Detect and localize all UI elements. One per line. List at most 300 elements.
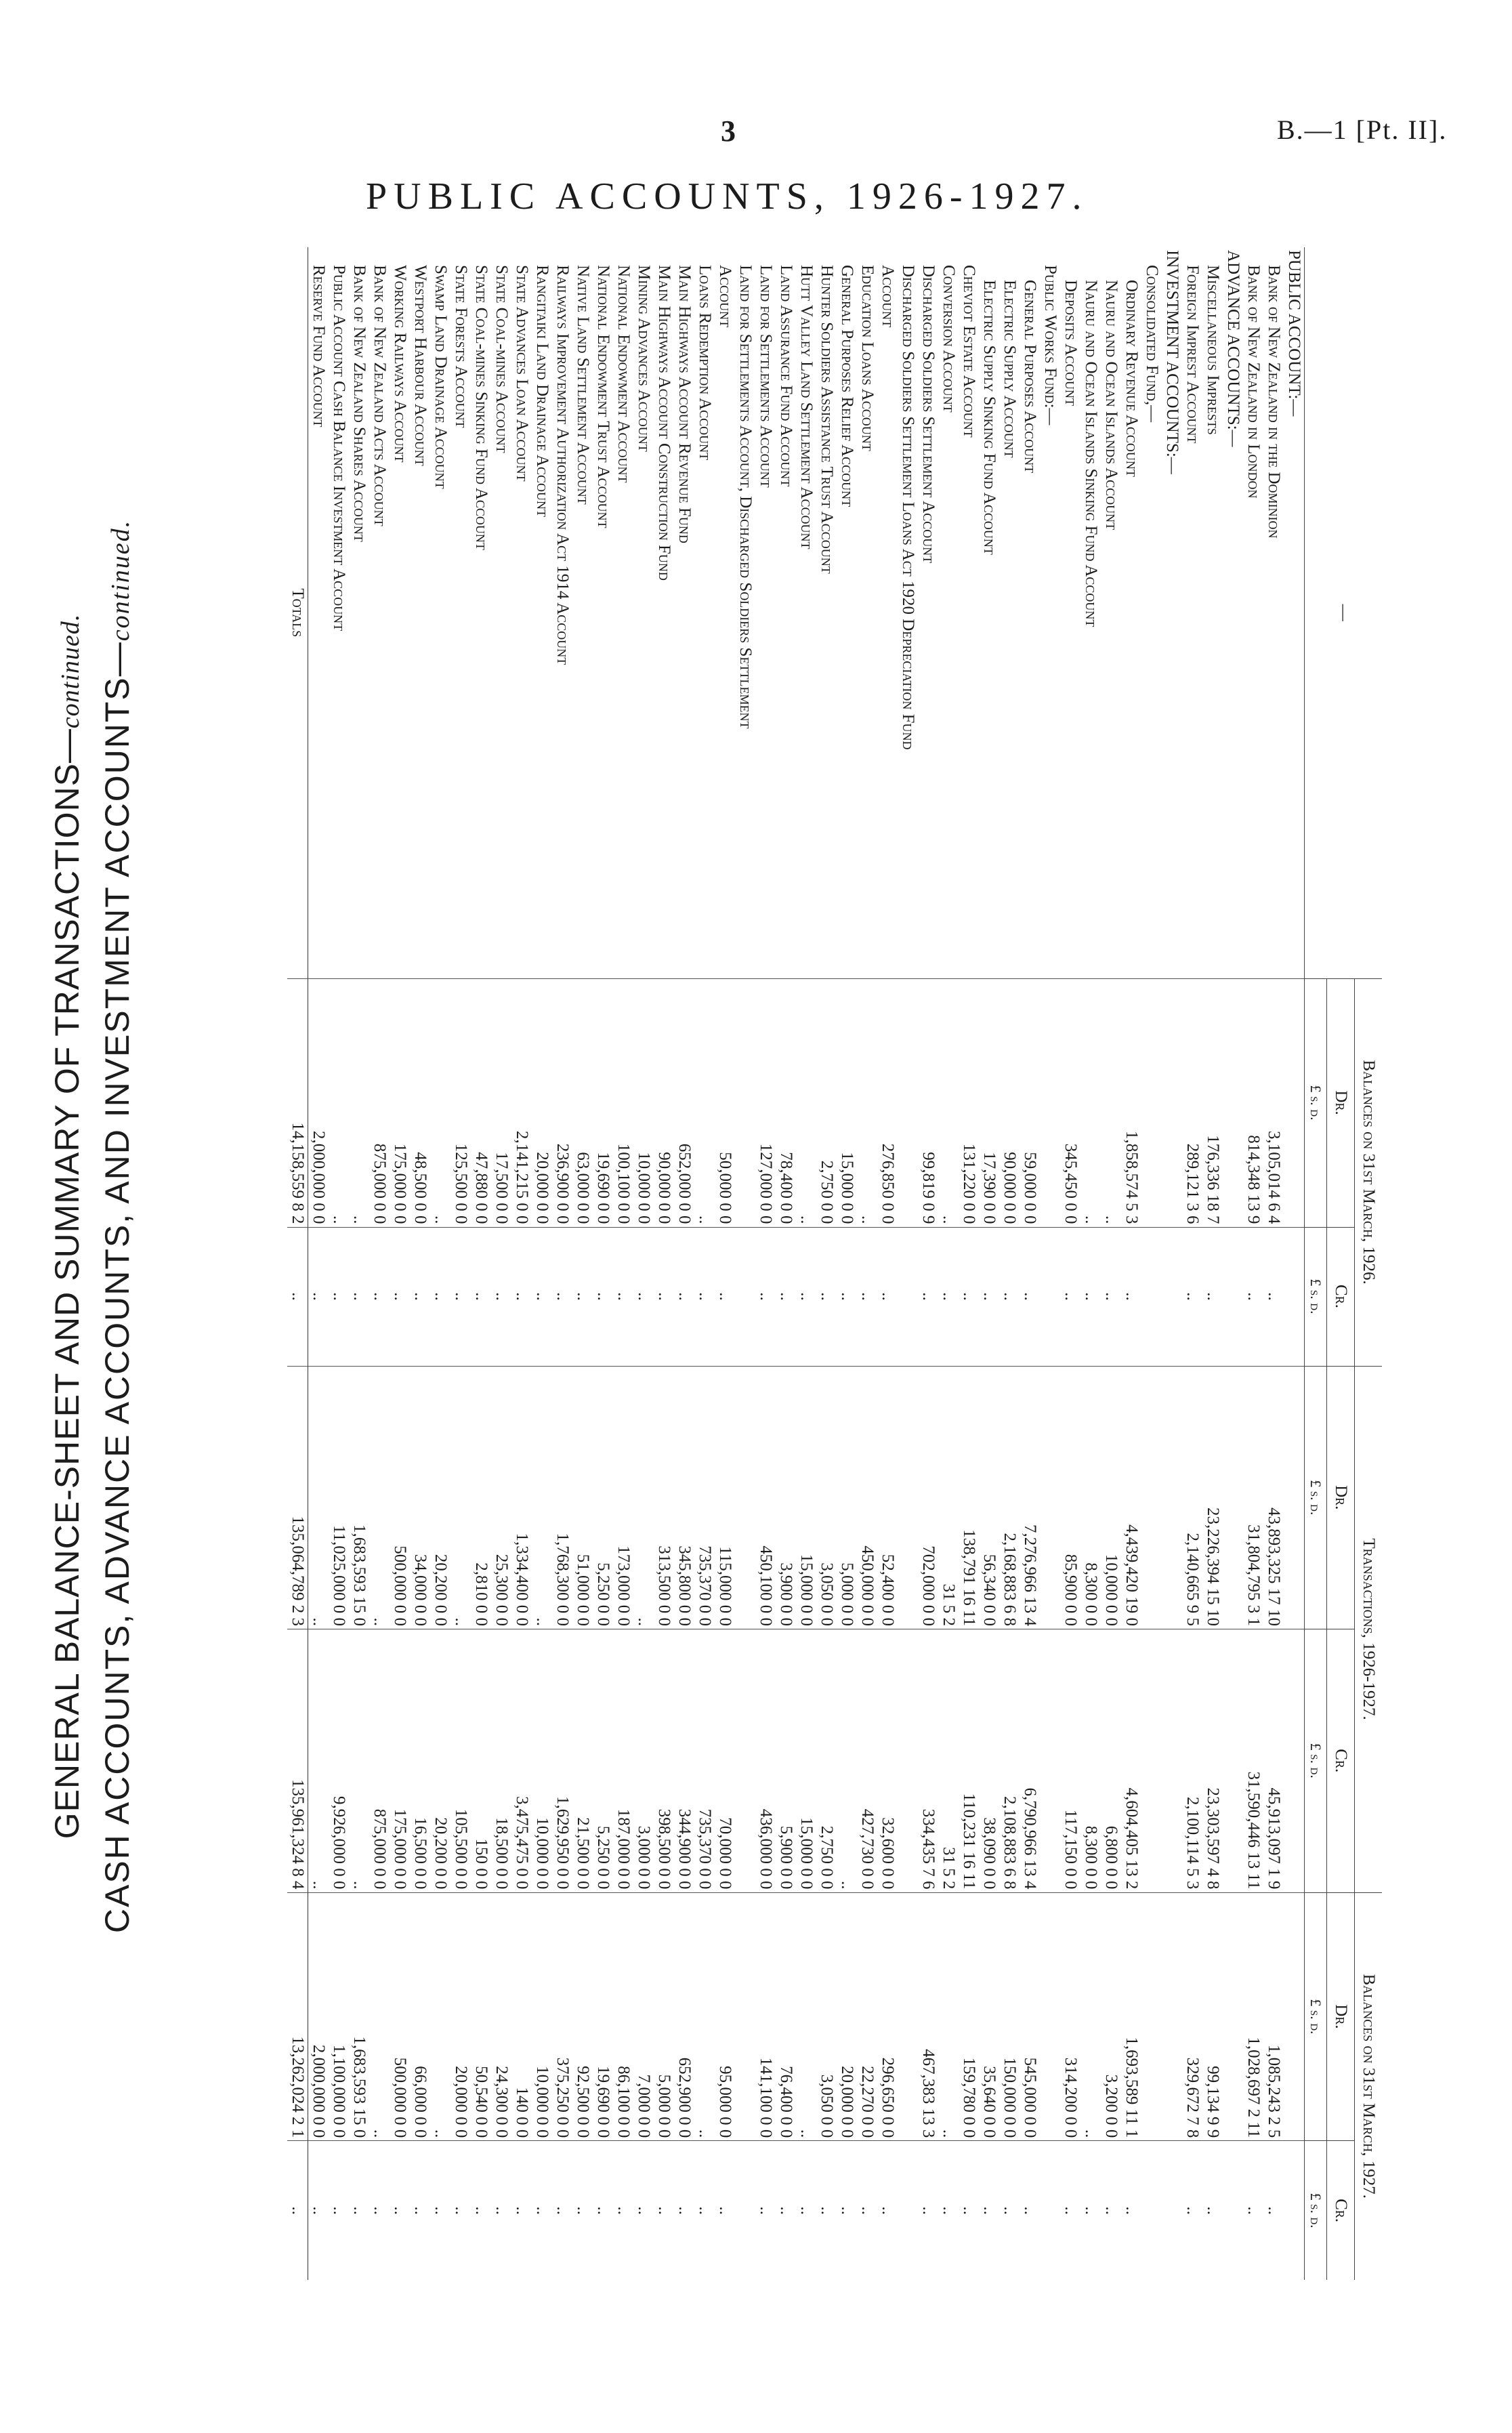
amount-b27dr: .. xyxy=(796,1892,816,2141)
amount-b27dr: 3,050 0 0 xyxy=(816,1892,837,2141)
amount-b26dr: 17,500 0 0 xyxy=(491,978,511,1227)
table-row xyxy=(1040,247,1060,2280)
amount-b26cr: .. xyxy=(999,1227,1020,1366)
amount-b27dr: 5,000 0 0 xyxy=(654,1892,674,2141)
amount-tcr: 21,500 0 0 xyxy=(572,1629,593,1892)
amount-b26dr: 345,450 0 0 xyxy=(1060,978,1080,1227)
amount-tcr: 15,000 0 0 xyxy=(796,1629,816,1892)
amount-tdr xyxy=(1223,1366,1243,1629)
amount-b27dr: 1,100,000 0 0 xyxy=(329,1892,349,2141)
table-row xyxy=(694,247,715,2280)
amount-tdr: 56,340 0 0 xyxy=(979,1366,999,1629)
account-label: Bank of New Zealand Acts Account xyxy=(371,265,389,526)
amount-tcr: 3,000 0 0 xyxy=(633,1629,654,1892)
account-label: Cheviot Estate Account xyxy=(960,265,978,438)
amount-b27dr: .. xyxy=(369,1892,390,2141)
amount-tcr: 45,913,097 1 9 xyxy=(1263,1629,1284,1892)
amount-b26dr xyxy=(1141,978,1162,1227)
amount-tdr: 10,000 0 0 xyxy=(1101,1366,1121,1629)
table-row xyxy=(450,247,471,2280)
table-row xyxy=(654,247,674,2280)
ledger-rotated-wrapper xyxy=(135,247,1382,2280)
account-label: Account xyxy=(879,265,897,328)
amount-b27cr: .. xyxy=(1182,2141,1202,2280)
amount-b26dr: 15,000 0 0 xyxy=(837,978,857,1227)
amount-b27dr xyxy=(1223,1892,1243,2141)
amount-tcr: 427,730 0 0 xyxy=(857,1629,877,1892)
amount-tdr: 25,300 0 0 xyxy=(491,1366,511,1629)
table-row xyxy=(837,247,857,2280)
amount-tdr xyxy=(898,1366,918,1629)
table-row xyxy=(633,247,654,2280)
amount-tcr: 2,750 0 0 xyxy=(816,1629,837,1892)
account-label: Mining Advances Account xyxy=(635,265,653,452)
amount-b26dr: 90,000 0 0 xyxy=(999,978,1020,1227)
amount-tcr xyxy=(735,1629,755,1892)
amount-b27cr: .. xyxy=(1020,2141,1040,2280)
amount-b26dr: 814,348 13 9 xyxy=(1243,978,1263,1227)
table-row xyxy=(1243,247,1263,2280)
account-label: State Forests Account xyxy=(452,265,470,428)
totals-row xyxy=(287,247,308,2280)
amount-tdr xyxy=(1284,1366,1305,1629)
account-label: Land for Settlements Account xyxy=(757,265,775,488)
amount-b26dr xyxy=(1162,978,1182,1227)
amount-b27cr: .. xyxy=(918,2141,938,2280)
amount-b26dr xyxy=(1040,978,1060,1227)
account-label: Bank of New Zealand Shares Account xyxy=(350,265,369,542)
amount-b26cr: .. xyxy=(1101,1227,1121,1366)
amount-b26dr: 10,000 0 0 xyxy=(633,978,654,1227)
amount-tdr: 450,100 0 0 xyxy=(755,1366,776,1629)
account-label: State Coal-mines Account xyxy=(492,265,511,453)
account-label: Nauru and Ocean Islands Account xyxy=(1102,280,1120,531)
amount-b26cr: .. xyxy=(1202,1227,1223,1366)
table-row xyxy=(877,247,898,2280)
table-row xyxy=(1101,247,1121,2280)
table-row xyxy=(959,247,979,2280)
amount-tcr: 18,500 0 0 xyxy=(491,1629,511,1892)
amount-b26cr: .. xyxy=(329,1227,349,1366)
table-row xyxy=(1263,247,1284,2280)
amount-tdr: 85,900 0 0 xyxy=(1060,1366,1080,1629)
amount-b26dr: .. xyxy=(349,978,369,1227)
amount-b26cr: .. xyxy=(1182,1227,1202,1366)
amount-b27dr: 10,000 0 0 xyxy=(532,1892,552,2141)
table-row xyxy=(308,247,329,2280)
amount-b27cr: .. xyxy=(877,2141,898,2280)
amount-b27dr: 500,000 0 0 xyxy=(390,1892,410,2141)
col-dr-1926: Dr. xyxy=(1327,978,1355,1227)
account-label: Bank of New Zealand in the Dominion xyxy=(1265,265,1283,539)
amount-b27cr: .. xyxy=(552,2141,572,2280)
amount-b26dr: 90,000 0 0 xyxy=(654,978,674,1227)
account-label: Hutt Valley Land Settlement Account xyxy=(797,265,816,549)
amount-tdr: 735,370 0 0 xyxy=(694,1366,715,1629)
amount-tdr: 450,000 0 0 xyxy=(857,1366,877,1629)
amount-b27dr: 375,250 0 0 xyxy=(552,1892,572,2141)
units-cr-1927: £ s. d. xyxy=(1305,2141,1327,2280)
account-label: Main Highways Account Construction Fund xyxy=(655,265,673,581)
amount-b27cr: .. xyxy=(1101,2141,1121,2280)
amount-b26dr xyxy=(898,978,918,1227)
amount-b27cr: .. xyxy=(776,2141,796,2280)
account-label: Electric Supply Sinking Fund Account xyxy=(980,280,999,555)
amount-tdr: .. xyxy=(369,1366,390,1629)
amount-b26cr: .. xyxy=(796,1227,816,1366)
account-label: General Purposes Relief Account xyxy=(838,265,856,507)
amount-b26cr: .. xyxy=(816,1227,837,1366)
amount-b27cr: .. xyxy=(999,2141,1020,2280)
amount-tcr: .. xyxy=(837,1629,857,1892)
table-row xyxy=(979,247,999,2280)
amount-b27cr: .. xyxy=(938,2141,959,2280)
amount-b26dr xyxy=(735,978,755,1227)
amount-tcr: 31 5 2 xyxy=(938,1629,959,1892)
total-tdr: 135,064,789 2 3 xyxy=(287,1366,308,1629)
table-row xyxy=(390,247,410,2280)
amount-b27cr: .. xyxy=(1080,2141,1101,2280)
amount-tdr: 43,893,325 17 10 xyxy=(1263,1366,1284,1629)
amount-tcr: 3,475,475 0 0 xyxy=(511,1629,532,1892)
amount-b27cr xyxy=(735,2141,755,2280)
amount-b27cr xyxy=(1040,2141,1060,2280)
amount-b26cr: .. xyxy=(450,1227,471,1366)
table-row xyxy=(572,247,593,2280)
amount-tdr: 23,226,394 15 10 xyxy=(1202,1366,1223,1629)
amount-b27dr: .. xyxy=(430,1892,450,2141)
amount-b27cr: .. xyxy=(674,2141,694,2280)
amount-b26cr: .. xyxy=(369,1227,390,1366)
account-label: Consolidated Fund,— xyxy=(1143,265,1161,423)
amount-b26dr: 99,819 0 9 xyxy=(918,978,938,1227)
amount-tdr: 2,810 0 0 xyxy=(471,1366,491,1629)
page-number: 3 xyxy=(721,115,736,148)
table-row xyxy=(329,247,349,2280)
amount-b27cr: .. xyxy=(593,2141,613,2280)
account-label: Westport Harbour Account xyxy=(411,265,429,466)
amount-tdr: 1,334,400 0 0 xyxy=(511,1366,532,1629)
amount-tcr: 436,000 0 0 xyxy=(755,1629,776,1892)
amount-b26dr: .. xyxy=(1080,978,1101,1227)
table-row xyxy=(552,247,572,2280)
amount-tcr: 2,100,114 5 3 xyxy=(1182,1629,1202,1892)
amount-b27dr: 19,690 0 0 xyxy=(593,1892,613,2141)
amount-tcr: 398,500 0 0 xyxy=(654,1629,674,1892)
amount-b27cr: .. xyxy=(755,2141,776,2280)
amount-b26cr: .. xyxy=(715,1227,735,1366)
amount-b26cr: .. xyxy=(593,1227,613,1366)
account-label: Discharged Soldiers Settlement Account xyxy=(919,265,938,564)
amount-b26cr: .. xyxy=(1060,1227,1080,1366)
amount-b26dr: .. xyxy=(430,978,450,1227)
table-row xyxy=(491,247,511,2280)
group-header-1927: Balances on 31st March, 1927. xyxy=(1355,1892,1383,2280)
amount-tdr: 702,000 0 0 xyxy=(918,1366,938,1629)
amount-b26dr: .. xyxy=(857,978,877,1227)
account-label: Hunter Soldiers Assistance Trust Account xyxy=(818,265,836,574)
amount-b26cr: .. xyxy=(837,1227,857,1366)
amount-b26dr: 236,900 0 0 xyxy=(552,978,572,1227)
amount-tdr: 2,168,883 6 8 xyxy=(999,1366,1020,1629)
account-label: Foreign Imprest Account xyxy=(1183,265,1202,444)
amount-tcr: 187,000 0 0 xyxy=(613,1629,633,1892)
main-heading-continued: continued. xyxy=(56,613,85,729)
amount-b26dr xyxy=(1284,978,1305,1227)
amount-b27cr: .. xyxy=(1060,2141,1080,2280)
amount-b27cr: .. xyxy=(857,2141,877,2280)
amount-tcr: 5,900 0 0 xyxy=(776,1629,796,1892)
table-row xyxy=(735,247,755,2280)
amount-b26cr: .. xyxy=(613,1227,633,1366)
amount-tdr: 2,140,665 9 5 xyxy=(1182,1366,1202,1629)
amount-b26dr: 3,105,014 6 4 xyxy=(1263,978,1284,1227)
amount-b27dr: 76,400 0 0 xyxy=(776,1892,796,2141)
amount-b26cr xyxy=(898,1227,918,1366)
amount-tcr: 38,090 0 0 xyxy=(979,1629,999,1892)
account-label: Conversion Account xyxy=(940,265,958,413)
account-label: National Endowment Trust Account xyxy=(594,265,612,528)
amount-b27dr: 24,300 0 0 xyxy=(491,1892,511,2141)
amount-tdr: 500,000 0 0 xyxy=(390,1366,410,1629)
amount-b26cr: .. xyxy=(511,1227,532,1366)
amount-tdr: 138,791 16 11 xyxy=(959,1366,979,1629)
amount-tcr: 8,300 0 0 xyxy=(1080,1629,1101,1892)
amount-b26dr: 176,336 18 7 xyxy=(1202,978,1223,1227)
amount-tdr: 3,900 0 0 xyxy=(776,1366,796,1629)
amount-b27cr xyxy=(898,2141,918,2280)
table-row xyxy=(1223,247,1243,2280)
table-row xyxy=(613,247,633,2280)
account-label: Land Assurance Fund Account xyxy=(777,265,795,487)
amount-b27dr: 545,000 0 0 xyxy=(1020,1892,1040,2141)
table-row xyxy=(1121,247,1141,2280)
amount-b27cr: .. xyxy=(308,2141,329,2280)
amount-b26dr: 19,690 0 0 xyxy=(593,978,613,1227)
account-label: Public Works Fund:— xyxy=(1041,265,1059,425)
amount-tcr: 344,900 0 0 xyxy=(674,1629,694,1892)
amount-b27dr: 66,000 0 0 xyxy=(410,1892,430,2141)
amount-b26cr: .. xyxy=(938,1227,959,1366)
table-row xyxy=(471,247,491,2280)
amount-b27cr: .. xyxy=(349,2141,369,2280)
table-row xyxy=(1162,247,1182,2280)
table-row xyxy=(430,247,450,2280)
amount-b26dr: 127,000 0 0 xyxy=(755,978,776,1227)
amount-b27cr: .. xyxy=(613,2141,633,2280)
amount-b26dr: 2,141,215 0 0 xyxy=(511,978,532,1227)
group-header-transactions: Transactions, 1926-1927. xyxy=(1355,1366,1383,1892)
amount-b26cr xyxy=(1223,1227,1243,1366)
amount-b26cr: .. xyxy=(979,1227,999,1366)
account-label: Bank of New Zealand in London xyxy=(1244,265,1263,499)
amount-b26cr xyxy=(1040,1227,1060,1366)
amount-b26dr: 652,000 0 0 xyxy=(674,978,694,1227)
amount-b27dr xyxy=(1040,1892,1060,2141)
amount-b27dr: 2,000,000 0 0 xyxy=(308,1892,329,2141)
account-label: National Endowment Account xyxy=(614,265,633,483)
amount-tcr: 6,790,966 13 4 xyxy=(1020,1629,1040,1892)
amount-tdr: 7,276,966 13 4 xyxy=(1020,1366,1040,1629)
amount-b27dr: 296,650 0 0 xyxy=(877,1892,898,2141)
amount-b27dr: 3,200 0 0 xyxy=(1101,1892,1121,2141)
amount-b26dr: 2,000,000 0 0 xyxy=(308,978,329,1227)
table-row xyxy=(369,247,390,2280)
account-label: Loans Redemption Account xyxy=(696,265,714,461)
table-row xyxy=(1202,247,1223,2280)
amount-b27dr: 95,000 0 0 xyxy=(715,1892,735,2141)
amount-b27cr: .. xyxy=(633,2141,654,2280)
amount-b26dr: 47,880 0 0 xyxy=(471,978,491,1227)
amount-b26dr: 17,390 0 0 xyxy=(979,978,999,1227)
amount-b27dr: 140 0 0 xyxy=(511,1892,532,2141)
amount-b27dr: 20,000 0 0 xyxy=(450,1892,471,2141)
total-tcr: 135,961,324 8 4 xyxy=(287,1629,308,1892)
amount-b26dr: 59,000 0 0 xyxy=(1020,978,1040,1227)
amount-b26cr: .. xyxy=(552,1227,572,1366)
amount-tdr: 4,439,420 19 0 xyxy=(1121,1366,1141,1629)
amount-b26dr: 875,000 0 0 xyxy=(369,978,390,1227)
amount-b26dr: 100,100 0 0 xyxy=(613,978,633,1227)
amount-b27dr: 1,683,593 15 0 xyxy=(349,1892,369,2141)
amount-b27dr: 150,000 0 0 xyxy=(999,1892,1020,2141)
table-row xyxy=(1182,247,1202,2280)
table-row xyxy=(674,247,694,2280)
amount-b26cr xyxy=(735,1227,755,1366)
account-label: Public Account Cash Balance Investment Account xyxy=(330,265,348,631)
amount-tcr: 1,629,950 0 0 xyxy=(552,1629,572,1892)
account-label: Education Loans Account xyxy=(858,265,877,451)
units-cr-trans: £ s. d. xyxy=(1305,1629,1327,1892)
amount-b27cr: .. xyxy=(410,2141,430,2280)
table-row xyxy=(898,247,918,2280)
table-body xyxy=(287,247,1305,2280)
account-label: Nauru and Ocean Islands Sinking Fund Account xyxy=(1082,280,1100,627)
table-row xyxy=(816,247,837,2280)
amount-b27cr: .. xyxy=(572,2141,593,2280)
account-label: Reserve Fund Account xyxy=(310,265,328,428)
amount-b27dr: 467,383 13 3 xyxy=(918,1892,938,2141)
account-label: Ordinary Revenue Account xyxy=(1122,280,1141,477)
amount-b27dr: 1,028,697 2 11 xyxy=(1243,1892,1263,2141)
col-cr-trans: Cr. xyxy=(1327,1629,1355,1892)
amount-b26dr: 50,000 0 0 xyxy=(715,978,735,1227)
account-label: State Coal-mines Sinking Fund Account xyxy=(472,265,490,550)
amount-tcr: 32,600 0 0 xyxy=(877,1629,898,1892)
amount-b26dr: 125,500 0 0 xyxy=(450,978,471,1227)
table-row xyxy=(857,247,877,2280)
amount-tcr: 117,150 0 0 xyxy=(1060,1629,1080,1892)
amount-b27dr: 314,200 0 0 xyxy=(1060,1892,1080,2141)
main-heading-text: GENERAL BALANCE-SHEET AND SUMMARY OF TRANSACTIONS— xyxy=(48,728,86,1839)
amount-b27dr: 92,500 0 0 xyxy=(572,1892,593,2141)
amount-b26dr: 2,750 0 0 xyxy=(816,978,837,1227)
amount-b27cr: .. xyxy=(369,2141,390,2280)
table-header xyxy=(1305,247,1383,2280)
amount-tcr: 9,926,000 0 0 xyxy=(329,1629,349,1892)
amount-b26cr xyxy=(1284,1227,1305,1366)
amount-tdr: 313,500 0 0 xyxy=(654,1366,674,1629)
account-column-header: — xyxy=(1305,247,1383,978)
amount-tdr: .. xyxy=(308,1366,329,1629)
group-header-1926: Balances on 31st March, 1926. xyxy=(1355,978,1383,1366)
amount-b27cr xyxy=(1162,2141,1182,2280)
amount-tdr: 1,768,300 0 0 xyxy=(552,1366,572,1629)
amount-b27dr: 1,693,589 11 1 xyxy=(1121,1892,1141,2141)
document-reference: B.—1 [Pt. II]. xyxy=(1277,115,1448,145)
table-row xyxy=(999,247,1020,2280)
amount-tdr: 20,200 0 0 xyxy=(430,1366,450,1629)
amount-b26dr: 78,400 0 0 xyxy=(776,978,796,1227)
account-label: ADVANCE ACCOUNTS:— xyxy=(1224,250,1242,447)
account-label: Swamp Land Drainage Account xyxy=(432,265,450,489)
amount-b27cr: .. xyxy=(491,2141,511,2280)
account-label: Native Land Settlement Account xyxy=(574,265,592,505)
amount-b27dr: 652,900 0 0 xyxy=(674,1892,694,2141)
amount-b27dr xyxy=(1162,1892,1182,2141)
amount-tcr xyxy=(1284,1629,1305,1892)
total-b26cr: .. xyxy=(287,1227,308,1366)
amount-tcr: 735,370 0 0 xyxy=(694,1629,715,1892)
amount-b26cr: .. xyxy=(633,1227,654,1366)
account-label: Miscellaneous Imprests xyxy=(1204,265,1222,435)
sub-heading-text: CASH ACCOUNTS, ADVANCE ACCOUNTS, AND INVESTMENT ACCOUNTS— xyxy=(98,641,136,1934)
amount-b27dr: 22,270 0 0 xyxy=(857,1892,877,2141)
amount-tdr xyxy=(1162,1366,1182,1629)
account-label: Electric Supply Account xyxy=(1001,280,1019,458)
amount-b26cr: .. xyxy=(674,1227,694,1366)
amount-b27cr: .. xyxy=(1243,2141,1263,2280)
amount-b27dr: .. xyxy=(938,1892,959,2141)
amount-b27cr: .. xyxy=(796,2141,816,2280)
amount-b26cr: .. xyxy=(654,1227,674,1366)
amount-b26cr: .. xyxy=(857,1227,877,1366)
table-row xyxy=(796,247,816,2280)
amount-b27dr: 1,085,243 2 5 xyxy=(1263,1892,1284,2141)
amount-tcr xyxy=(1223,1629,1243,1892)
amount-b27dr: 86,100 0 0 xyxy=(613,1892,633,2141)
amount-b26cr: .. xyxy=(471,1227,491,1366)
amount-tdr: 52,400 0 0 xyxy=(877,1366,898,1629)
amount-tdr xyxy=(1141,1366,1162,1629)
amount-tcr: 5,250 0 0 xyxy=(593,1629,613,1892)
amount-b26cr: .. xyxy=(430,1227,450,1366)
amount-b27dr: 329,672 7 8 xyxy=(1182,1892,1202,2141)
amount-b27cr: .. xyxy=(390,2141,410,2280)
amount-b27dr: .. xyxy=(694,1892,715,2141)
amount-tcr: 70,000 0 0 xyxy=(715,1629,735,1892)
amount-b26dr: 20,000 0 0 xyxy=(532,978,552,1227)
col-cr-1927: Cr. xyxy=(1327,2141,1355,2280)
table-row xyxy=(1141,247,1162,2280)
account-label: Discharged Soldiers Settlement Loans Act 1920 Depreciation Fund xyxy=(899,265,917,750)
account-label: Account xyxy=(716,265,734,328)
amount-b27cr: .. xyxy=(959,2141,979,2280)
table-row xyxy=(511,247,532,2280)
amount-tcr xyxy=(1141,1629,1162,1892)
amount-b27cr: .. xyxy=(1202,2141,1223,2280)
amount-tcr: 2,108,883 6 8 xyxy=(999,1629,1020,1892)
amount-b26cr: .. xyxy=(755,1227,776,1366)
amount-b27dr xyxy=(898,1892,918,2141)
amount-tdr: 51,000 0 0 xyxy=(572,1366,593,1629)
amount-b26dr: 48,500 0 0 xyxy=(410,978,430,1227)
account-label: Railways Improvement Authorization Act 1914 Account xyxy=(553,265,572,665)
total-b27cr: .. xyxy=(287,2141,308,2280)
table-row xyxy=(715,247,735,2280)
sub-heading-continued: continued. xyxy=(106,519,135,642)
amount-b26dr: 1,858,574 5 3 xyxy=(1121,978,1141,1227)
